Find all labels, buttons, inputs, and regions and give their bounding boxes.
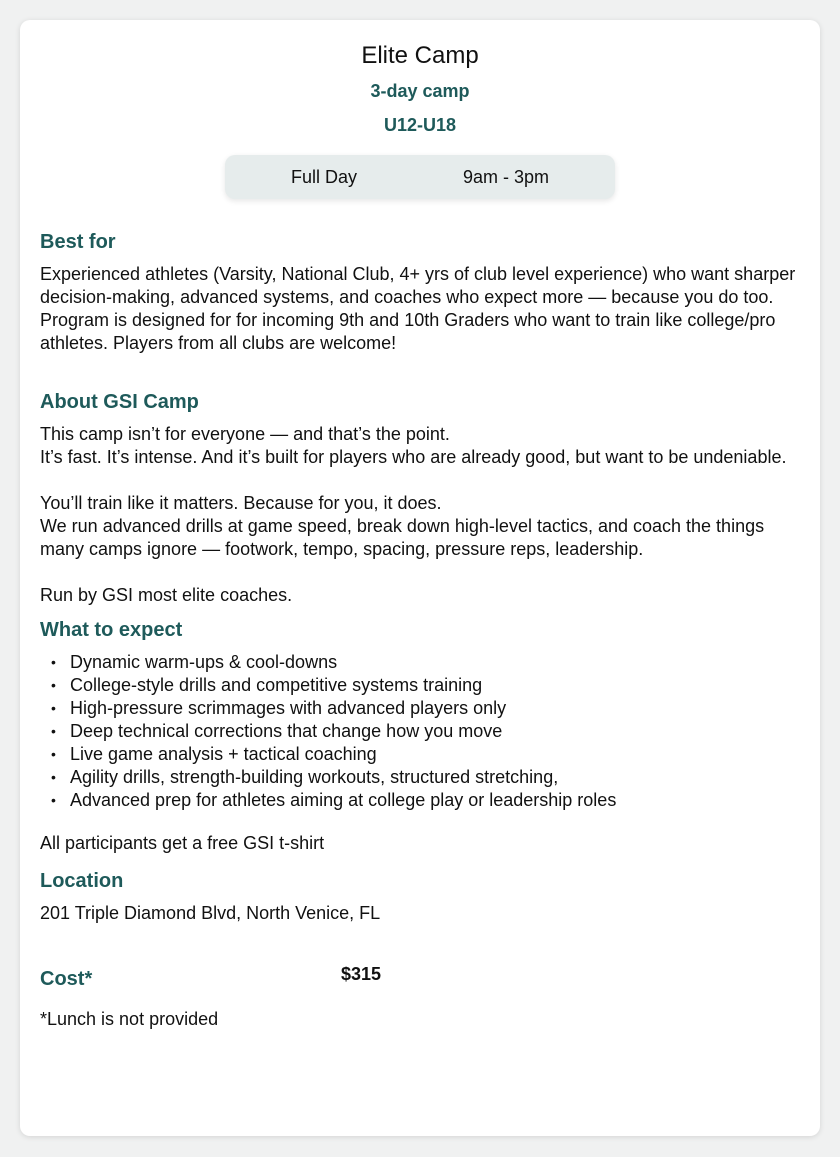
about-text: We run advanced drills at game speed, break down high-level tactics, and coach the things many camps ignore — footwork, tempo, spacing, pressure reps, leadership. <box>40 516 765 559</box>
location-heading: Location <box>40 870 124 892</box>
tshirt-note: All participants get a free GSI t-shirt <box>40 833 325 853</box>
best-for-text: Program is designed for for incoming 9th and 10th Graders who want to train like college/pro athletes. Players from all clubs are welcome! <box>40 310 776 353</box>
about-text: It’s fast. It’s intense. And it’s built for players who are already good, but want to be undeniable. <box>40 447 787 467</box>
cost-price: $315 <box>341 964 382 984</box>
list-item: • Agility drills, strength-building workouts, structured stretching, <box>40 766 810 789</box>
cost-row <box>40 966 810 996</box>
about-text: You’ll train like it matters. Because for you, it does. <box>40 493 442 513</box>
cost-footnote: *Lunch is not provided <box>40 1009 219 1029</box>
list-item: • Live game analysis + tactical coaching <box>40 743 810 766</box>
expect-heading: What to expect <box>40 619 183 641</box>
schedule-type: Full Day <box>291 167 358 187</box>
list-item: • Deep technical corrections that change how you move <box>40 720 810 743</box>
page-title: Elite Camp <box>361 42 479 69</box>
camp-duration: 3-day camp <box>370 81 470 101</box>
schedule-hours: 9am - 3pm <box>463 167 550 187</box>
cost-heading: Cost* <box>40 968 93 990</box>
about-text: This camp isn’t for everyone — and that’s the point. <box>40 424 450 444</box>
list-item: • Advanced prep for athletes aiming at college play or leadership roles <box>40 789 810 812</box>
list-item: • High-pressure scrimmages with advanced players only <box>40 697 810 720</box>
about-text: Run by GSI most elite coaches. <box>40 585 293 605</box>
best-for-heading: Best for <box>40 231 116 253</box>
about-heading: About GSI Camp <box>40 391 199 413</box>
list-item: • College-style drills and competitive systems training <box>40 674 810 697</box>
list-item: • Dynamic warm-ups & cool-downs <box>40 651 810 674</box>
expect-list <box>40 651 810 812</box>
schedule-pill <box>225 155 615 199</box>
location-address: 201 Triple Diamond Blvd, North Venice, FL <box>40 903 381 923</box>
camp-card <box>20 20 820 1136</box>
camp-details <box>40 229 810 1031</box>
best-for-text: Experienced athletes (Varsity, National Club, 4+ yrs of club level experience) who want sharper decision-making, advanced systems, and coaches who expect more — because you do too. <box>40 264 796 307</box>
age-group: U12-U18 <box>383 115 457 135</box>
